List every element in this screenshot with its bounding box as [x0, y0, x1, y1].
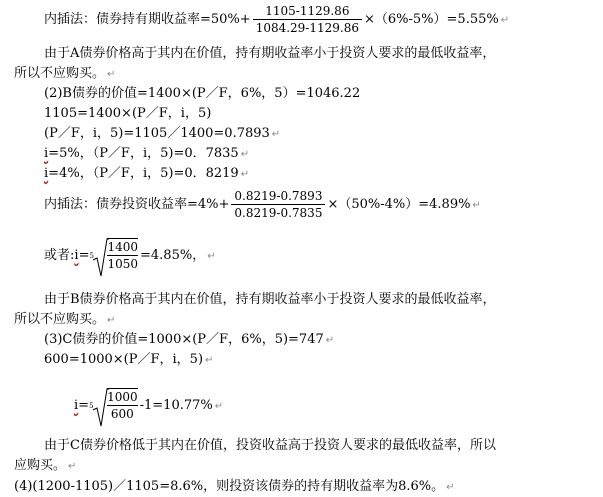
- text: 由于C债券价格低于其内在价值，投资收益高于投资人要求的最低收益率，所以: [44, 438, 496, 453]
- text: 应购买。: [14, 458, 67, 473]
- fraction: [231, 189, 325, 220]
- line-6: [44, 126, 280, 143]
- text: 所以不应购买。: [14, 66, 106, 81]
- text: i: [74, 248, 79, 263]
- text: 或者:: [44, 248, 75, 263]
- text: ×（6%-5%）=5.55%: [364, 12, 499, 27]
- eq-b-interpolation: [44, 189, 481, 220]
- paragraph-mark-icon: ↵: [240, 149, 250, 160]
- line-16: [44, 438, 496, 454]
- line-3: [14, 66, 115, 83]
- text: -1=10.77%: [139, 398, 213, 413]
- paragraph-mark-icon: ↵: [107, 315, 116, 326]
- text: =5%，（P／F，i，5)=0．7835: [48, 146, 239, 161]
- paragraph-mark-icon: ↵: [500, 15, 510, 26]
- line-14: [44, 352, 213, 369]
- paragraph-mark-icon: ↵: [107, 69, 116, 80]
- line-2: [44, 46, 495, 62]
- line-18: [14, 479, 455, 496]
- text: (4)(1200-1105)／1105=8.6%，则投资该债券的持有期收益率为8.6%。: [14, 479, 445, 494]
- text: 内插法：债券持有期收益率=50%+: [44, 12, 251, 27]
- paragraph-mark-icon: ↵: [205, 355, 214, 366]
- denominator: 600: [107, 405, 138, 422]
- text: =4.85%，: [140, 248, 206, 263]
- paragraph-mark-icon: ↵: [472, 200, 481, 211]
- text: 内插法：债券投资收益率=4%+: [44, 197, 230, 212]
- line-12: [14, 312, 115, 329]
- denominator: 0.8219-0.7835: [234, 206, 323, 220]
- eq-a-interpolation: [44, 4, 509, 35]
- radical-sign-icon: [91, 238, 109, 278]
- radical: [91, 238, 138, 273]
- radical-sign-icon: [91, 388, 109, 428]
- text: i: [44, 146, 49, 161]
- paragraph-mark-icon: ↵: [207, 251, 216, 262]
- radicand: [107, 238, 138, 272]
- numerator: 0.8219-0.7893: [231, 189, 325, 205]
- eq-c-root: [74, 388, 223, 423]
- radical: [91, 388, 138, 423]
- line-13: [44, 332, 334, 349]
- text: i: [44, 166, 49, 181]
- paragraph-mark-icon: ↵: [271, 129, 281, 140]
- paragraph-mark-icon: ↵: [446, 482, 455, 493]
- paragraph-mark-icon: ↵: [68, 461, 77, 472]
- denominator: 1050: [107, 257, 139, 271]
- line-17: [14, 458, 76, 475]
- line-4: [44, 86, 360, 102]
- text: =: [78, 398, 90, 413]
- paragraph-mark-icon: ↵: [240, 169, 250, 180]
- denominator: 1084.29-1129.86: [255, 21, 359, 35]
- text: 600=1000×(P／F，i，5): [44, 352, 204, 367]
- text: 由于A债券价格高于其内在价值，持有期收益率小于投资人要求的最低收益率，: [44, 46, 496, 61]
- text: 1105=1400×(P／F，i，5): [44, 106, 212, 121]
- text: ×（50%-4%）=4.89%: [327, 197, 471, 212]
- paragraph-mark-icon: ↵: [325, 335, 335, 346]
- numerator: 1105-1129.86: [253, 4, 362, 20]
- text: 由于B债券价格高于其内在价值，持有期收益率小于投资人要求的最低收益率，: [44, 292, 496, 307]
- radical-index: 5: [89, 252, 94, 260]
- text: (P／F，i，5)=1105／1400=0.7893: [44, 126, 270, 141]
- text: (2)B债券的价值=1400×(P／F，6%，5）=1046.22: [44, 86, 361, 101]
- line-8: [44, 166, 249, 183]
- numerator: 1400: [107, 240, 139, 254]
- radicand: [107, 388, 138, 422]
- text: (3)C债券的价值=1000×(P／F，6%，5)=747: [44, 332, 324, 347]
- line-11: [44, 292, 496, 308]
- text: i: [74, 398, 79, 413]
- line-5: [44, 106, 211, 122]
- text: =4%，（P／F，i，5)=0．8219: [48, 166, 239, 181]
- paragraph-mark-icon: ↵: [214, 401, 224, 412]
- text: =: [78, 248, 90, 263]
- fraction: [253, 4, 362, 35]
- eq-b-root: [44, 238, 216, 273]
- line-7: [44, 146, 249, 163]
- numerator: 1000: [107, 390, 138, 404]
- radical-index: 5: [89, 402, 94, 410]
- text: 所以不应购买。: [14, 312, 106, 327]
